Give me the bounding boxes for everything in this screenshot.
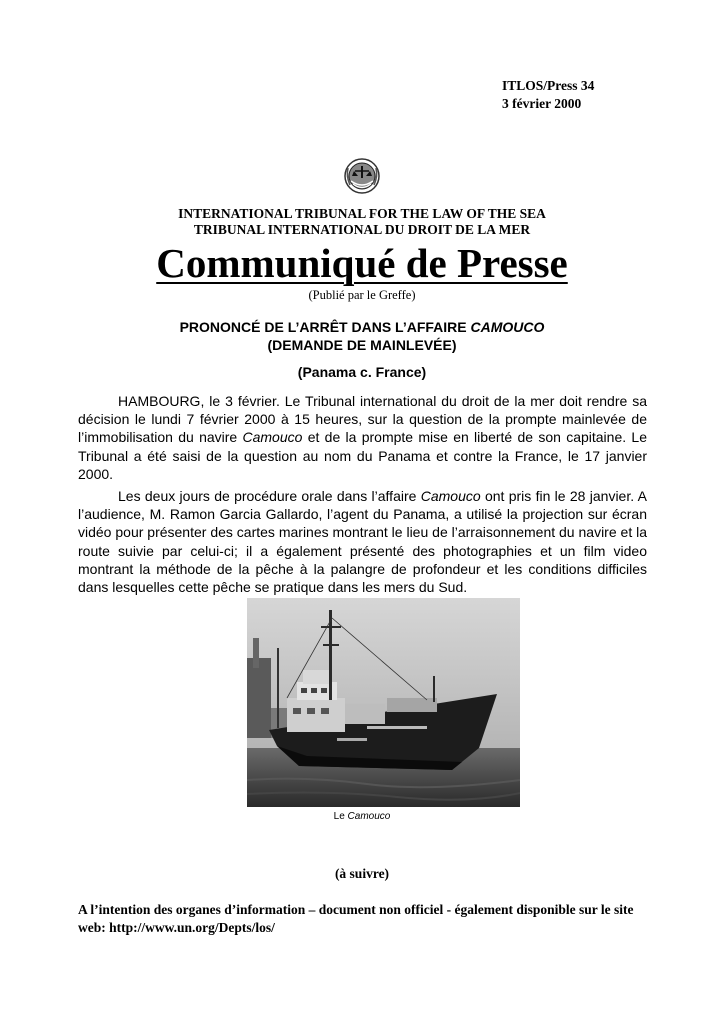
caption-ship-name: Camouco — [347, 811, 391, 822]
ship-name: Camouco — [420, 488, 481, 504]
photo-caption — [0, 811, 724, 822]
body-text: et de la prompte mise en liberté de son capitaine. Le Tribunal a été saisi de la question au nom du Panama et contre la France, le 17 janvier 2000. — [78, 429, 647, 482]
headline-text: PRONONCÉ DE L’ARRÊT DANS L’AFFAIRE — [179, 319, 471, 335]
headline-line-2: (DEMANDE DE MAINLEVÉE) — [267, 337, 457, 353]
media-notice: A l’intention des organes d’information – document non officiel - également disponible sur le site web: http://www.un.org/Depts/los/ — [78, 902, 634, 935]
organization-name-fr: TRIBUNAL INTERNATIONAL DU DROIT DE LA MER — [193, 222, 531, 237]
document-title-text: Communiqué de Presse — [156, 240, 568, 286]
headline — [0, 318, 724, 354]
headline-line-1 — [0, 318, 724, 336]
ship-name: Camouco — [242, 429, 303, 446]
body-text: ont pris fin le 28 janvier. A l’audience, M. Ramon Garcia Gallardo, l’agent du Panama, a utilisé la projection sur écran vidéo pour présenter des cartes marines montrant le lieu de l’arraisonnement du navire et la route suivie par celui-ci; il a également présenté des photographies et un film video montrant la méthode de la pêche à la palangre de profondeur et les conditions difficiles dans lesquelles cette pêche se pratique dans les mers du Sud. — [78, 488, 647, 596]
continued-note: (à suivre) — [334, 866, 390, 881]
body-paragraph-1 — [78, 392, 647, 483]
itlos-emblem-icon — [342, 156, 382, 196]
press-date: 3 février 2000 — [502, 96, 582, 111]
press-reference — [502, 77, 594, 113]
publisher-note: (Publié par le Greffe) — [308, 288, 416, 302]
document-title — [0, 238, 724, 288]
caption-prefix: Le — [333, 811, 348, 822]
headline-case-name: CAMOUCO — [470, 319, 545, 335]
body-text: Les deux jours de procédure orale dans l’affaire — [118, 488, 421, 504]
ship-photo — [247, 598, 520, 807]
case-parties: (Panama c. France) — [297, 364, 427, 380]
organization-name-en: INTERNATIONAL TRIBUNAL FOR THE LAW OF THE SEA — [178, 206, 546, 221]
body-text: HAMBOURG, le 3 février. Le Tribunal international du droit de la mer doit rendre sa décision le lundi 7 février 2000 à 15 heures, sur la question de la prompte mainlevée de l’immobilisation du navire — [78, 393, 647, 446]
press-number: ITLOS/Press 34 — [502, 78, 595, 93]
body-paragraph-2 — [78, 487, 647, 596]
